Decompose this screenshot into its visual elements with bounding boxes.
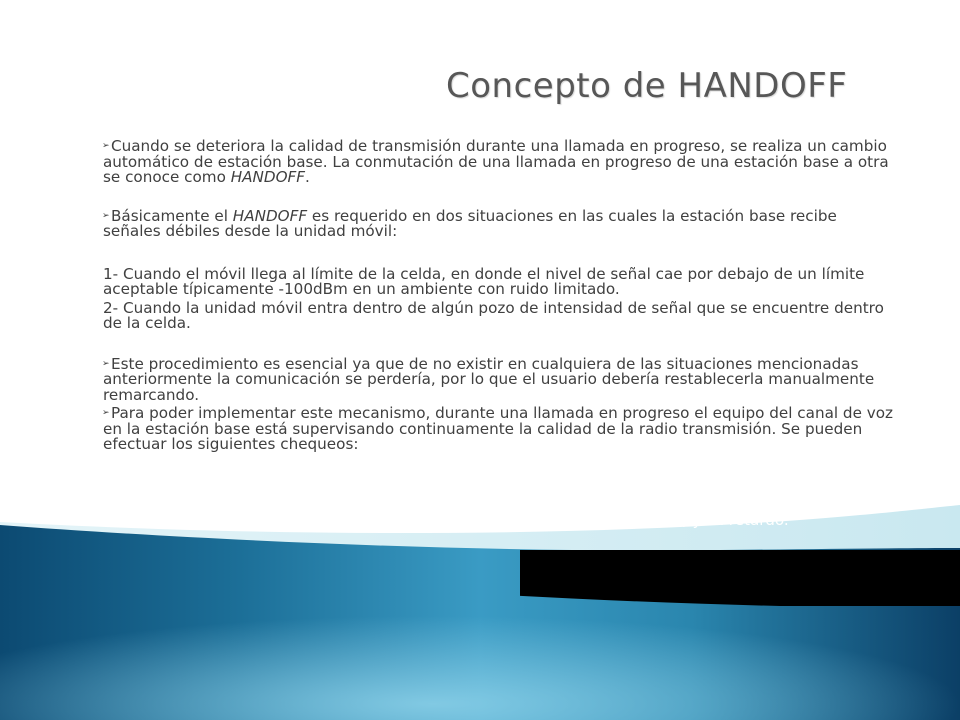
paragraph-p1: [103, 139, 893, 186]
slide-title: Concepto de HANDOFF: [446, 66, 848, 106]
paragraph-p8: [103, 513, 893, 529]
bullet-arrow-icon: ➢: [102, 141, 110, 151]
paragraph-p4: [103, 298, 893, 332]
paragraph-text: Para poder implementar este mecanismo, durante una llamada en progreso el equipo del canal de voz en la estación base está supervisando continuamente la calidad de la radio transmisión. Se pueden efectuar los siguientes chequeos:: [103, 404, 893, 453]
bullet-arrow-icon: ➢: [102, 210, 110, 221]
slide-body-flow: [103, 139, 893, 529]
paragraph-text: 1- Intensidad de la señal de radiofrecuencia.: [103, 492, 442, 511]
paragraph-p3: [103, 264, 893, 298]
paragraph-p5: [102, 354, 893, 404]
italic-term: HANDOFF: [232, 206, 308, 225]
paragraph-text: .: [305, 168, 310, 186]
paragraph-text: 2- Relación portadora/interferencia en la señal de supervisión de audio (SAT) y su retardo.: [103, 511, 789, 529]
wave-glow: [0, 560, 960, 720]
paragraph-text: es requerido en dos situaciones en las cuales la estación base recibe señales débiles desde la unidad móvil:: [103, 206, 837, 240]
bullet-arrow-icon: ➢: [102, 408, 110, 418]
paragraph-p2: [102, 206, 893, 240]
paragraph-text: Este procedimiento es esencial ya que de no existir en cualquiera de las situaciones mencionadas anteriormente la comunicación se perdería, por lo que el usuario debería restablecerla manualmente remarcando.: [103, 354, 875, 404]
paragraph-p6: [103, 406, 893, 453]
paragraph-text: 1- Cuando el móvil llega al límite de la celda, en donde el nivel de señal cae por debajo de un límite aceptable típicamente -100dBm en un ambiente con ruido limitado.: [103, 264, 865, 298]
paragraph-p7: [103, 492, 893, 511]
paragraph-text: 2- Cuando la unidad móvil entra dentro de algún pozo de intensidad de señal que se encuentre dentro de la celda.: [103, 298, 884, 332]
paragraph-text: Cuando se deteriora la calidad de transmisión durante una llamada en progreso, se realiza un cambio automático de estación base. La conmutación de una llamada en progreso de una estación base a otra se conoce como: [103, 137, 889, 186]
paragraph-text: Básicamente el: [111, 206, 233, 225]
bullet-arrow-icon: ➢: [102, 358, 110, 369]
italic-term: HANDOFF: [230, 168, 306, 186]
